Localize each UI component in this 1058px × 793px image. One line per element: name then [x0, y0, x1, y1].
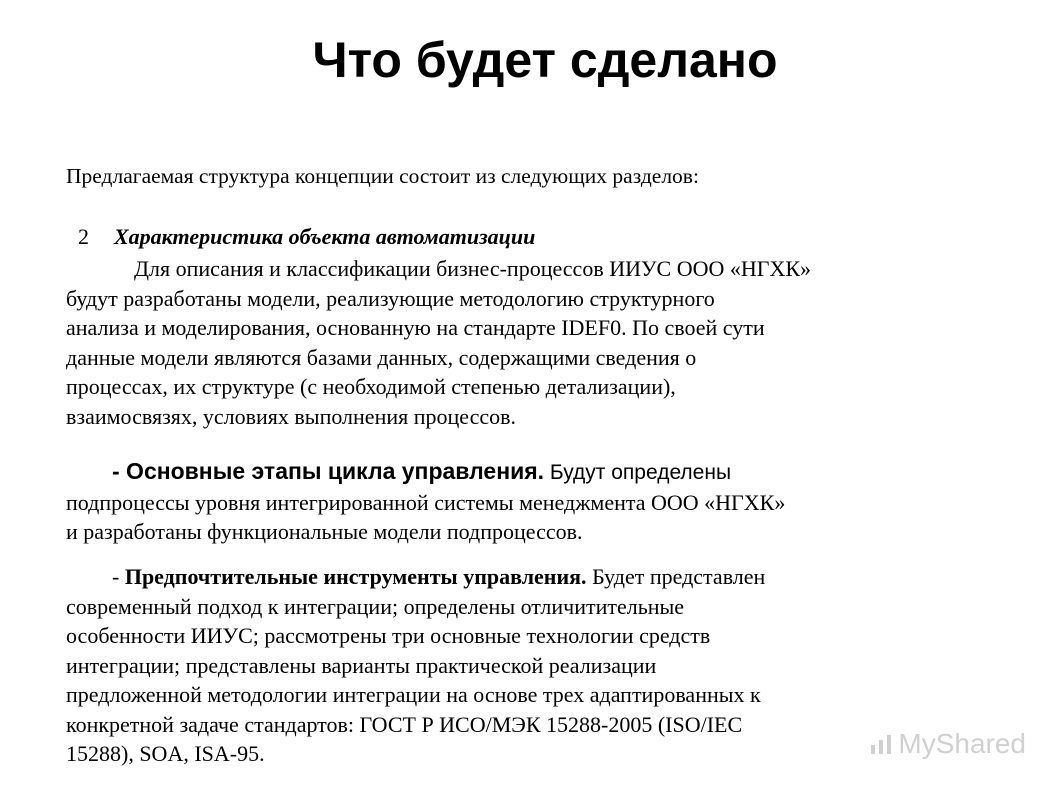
paragraph-1: [66, 254, 1026, 431]
paragraph-3-lead: [66, 562, 1026, 592]
paragraph-2-lead: [66, 457, 1026, 488]
section-heading: [78, 221, 535, 253]
page-title: Что будет сделано: [312, 32, 778, 88]
paragraph-2: [66, 457, 1026, 547]
section-heading-text: Характеристика объекта автоматизации: [114, 224, 536, 249]
intro-text: Предлагаемая структура концепции состоит из следующих разделов:: [66, 164, 699, 188]
paragraph-3-line: особенности ИИУС; рассмотрены три основные технологии средств: [66, 623, 711, 648]
paragraph-3-dash: -: [112, 564, 125, 589]
watermark-text: MyShared: [898, 728, 1026, 759]
paragraph-1-line: взаимосвязях, условиях выполнения процессов.: [66, 403, 517, 429]
paragraph-3-line: современный подход к интеграции; определены отличитительные: [66, 593, 685, 619]
paragraph-1-line: Для описания и классификации бизнес-процессов ИИУС ООО «НГХК»: [134, 256, 812, 281]
watermark-icon: [868, 731, 894, 757]
paragraph-1-line: процессах, их структуре (с необходимой степенью детализации),: [66, 374, 676, 399]
watermark: [868, 728, 1026, 760]
paragraph-2-lead-rest: Будут определены: [544, 461, 732, 484]
paragraph-3-lead-rest: Будет представлен: [586, 564, 766, 589]
paragraph-1-line: данные модели являются базами данных, содержащими сведения о: [66, 344, 697, 370]
section-number: 2: [78, 224, 89, 249]
paragraph-3-line: конкретной задаче стандартов: ГОСТ Р ИСО/МЭК 15288-2005 (ISO/IEC: [66, 711, 743, 737]
paragraph-2-line: подпроцессы уровня интегрированной системы менеджмента ООО «НГХК»: [66, 489, 786, 515]
paragraph-1-line: будут разработаны модели, реализующие методологию структурного: [66, 285, 715, 311]
paragraph-2-lead-bold: - Основные этапы цикла управления.: [112, 458, 545, 484]
paragraph-3-line: интеграции; представлены варианты практической реализации: [66, 652, 657, 678]
paragraph-2-line: и разработаны функциональные модели подпроцессов.: [66, 519, 583, 544]
paragraph-3-line: 15288), SOA, ISA-95.: [66, 741, 265, 766]
paragraph-3-lead-bold: Предпочтительные инструменты управления.: [124, 564, 587, 589]
paragraph-3-line: предложенной методологии интеграции на основе трех адаптированных к: [66, 682, 761, 707]
paragraph-1-line: анализа и моделирования, основанную на стандарте IDEF0. По своей сути: [66, 315, 765, 340]
